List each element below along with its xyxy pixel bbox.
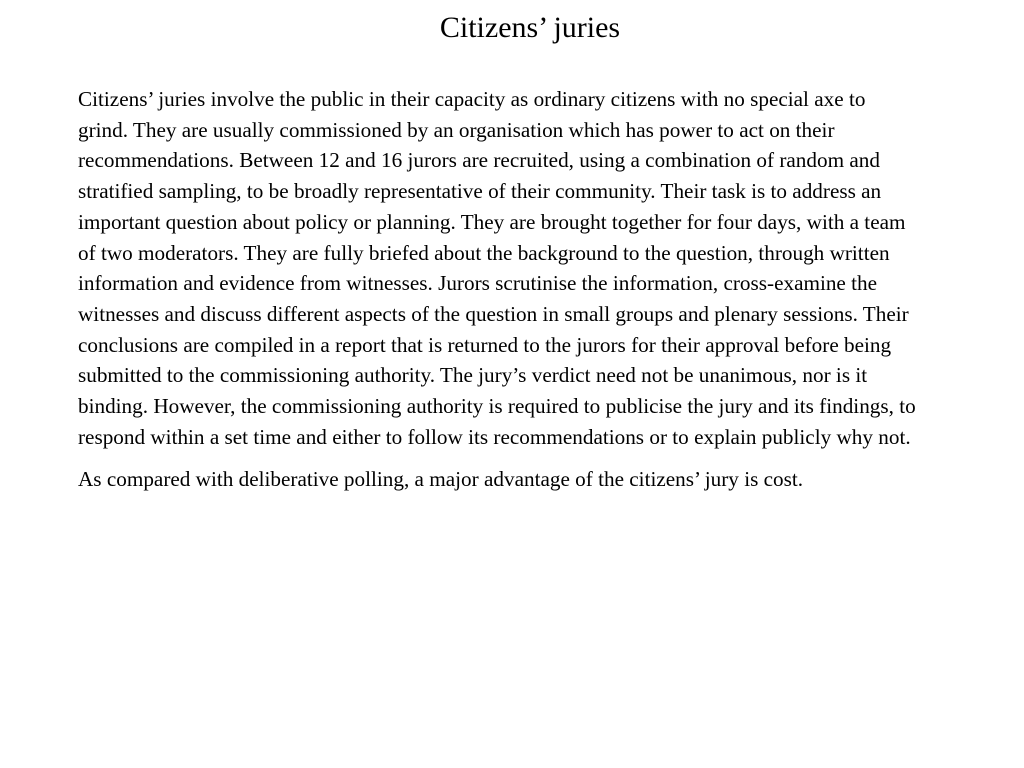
slide-title: Citizens’ juries: [439, 11, 621, 44]
body-paragraph: As compared with deliberative polling, a major advantage of the citizens’ jury is cost.: [78, 467, 804, 492]
body-paragraph: Citizens’ juries involve the public in their capacity as ordinary citizens with no special axe to grind. They are usually commissioned by an organisation which has power to act on their recommendations. Between 12 and 16 jurors are recruited, using a combination of random and stratified sampling, to be broadly representative of their community. Their task is to address an important question about policy or planning. They are brought together for four days, with a team of two moderators. They are fully briefed about the background to the question, through written information and evidence from witnesses. Jurors scrutinise the information, cross-examine the witnesses and discuss different aspects of the question in small groups and plenary sessions. Their conclusions are compiled in a report that is returned to the jurors for their approval before being submitted to the commissioning authority. The jury’s verdict need not be unanimous, nor is it binding. However, the commissioning authority is required to publicise the jury and its findings, to respond within a set time and either to follow its recommendations or to explain publicly why not.: [78, 87, 916, 449]
slide-body: [78, 84, 918, 507]
